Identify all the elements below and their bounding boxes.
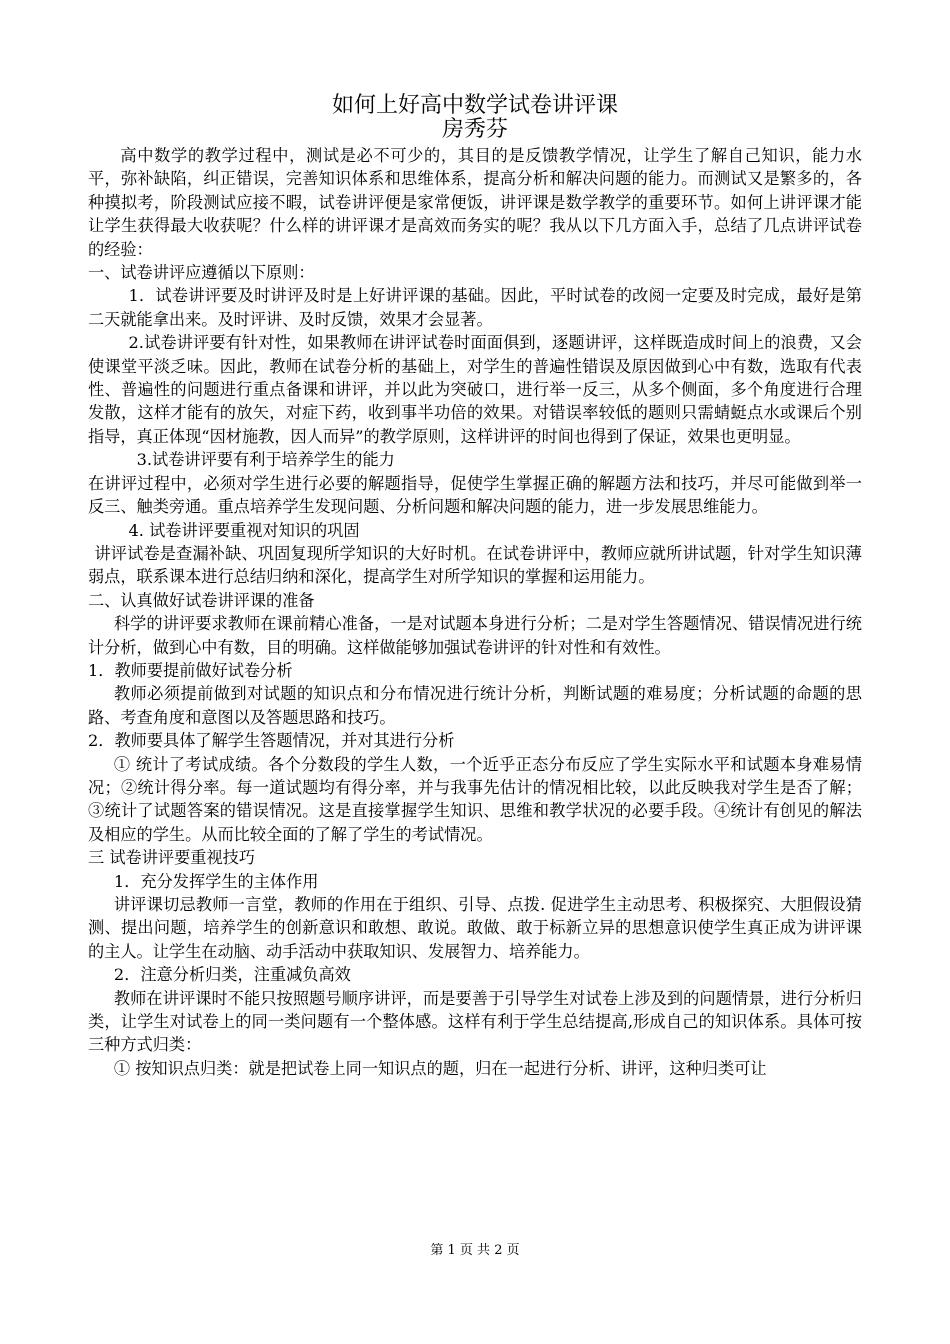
paragraph-preparation: 科学的讲评要求教师在课前精心准备，一是对试题本身进行分析；二是对学生答题情况、错误情况进行统计分析，做到心中有数，目的明确。这样做能够加强试卷讲评的针对性和有效性。 — [88, 614, 862, 657]
paragraph-technique-2-item-1: ① 按知识点归类：就是把试卷上同一知识点的题，归在一起进行分析、讲评，这种归类可让 — [113, 1058, 767, 1078]
subheading-principle-4: 4. 试卷讲评要重视对知识的巩固 — [128, 520, 360, 540]
paragraph-intro: 高中数学的教学过程中，测试是必不可少的，其目的是反馈教学情况，让学生了解自己知识，能力水平，弥补缺陷，纠正错误，完善知识体系和思维体系，提高分析和解决问题的能力。而测试又是繁多的，各种摸拟考，阶段测试应接不暇，试卷讲评便是家常便饭，讲评课是数学教学的重要环节。如何上讲评课才能让学生获得最大收获呢？什么样的讲评课才是高效而务实的呢？我从以下几方面入手，总结了几点讲评试卷的经验： — [88, 146, 862, 259]
subheading-technique-2: 2．注意分析归类，注重减负高效 — [113, 965, 351, 985]
subheading-preparation-2: 2．教师要具体了解学生答题情况，并对其进行分析 — [88, 731, 455, 751]
subheading-principle-3: 3.试卷讲评要有利于培养学生的能力 — [136, 450, 395, 470]
paragraph-principle-1: 1．试卷讲评要及时讲评及时是上好讲评课的基础。因此，平时试卷的改阅一定要及时完成，最好是第二天就能拿出来。及时评讲、及时反馈，效果才会显著。 — [88, 286, 862, 329]
section-heading-3: 三 试卷讲评要重视技巧 — [88, 848, 256, 868]
document-title: 如何上好高中数学试卷讲评课 — [331, 93, 618, 118]
paragraph-principle-2: 2.试卷讲评要有针对性，如果教师在讲评试卷时面面俱到，逐题讲评，这样既造成时间上的浪费，又会使课堂平淡乏味。因此，教师在试卷分析的基础上，对学生的普遍性错误及原因做到心中有数，选取有代表性、普遍性的问题进行重点备课和讲评，并以此为突破口，进行举一反三，从多个侧面，多个角度进行合理发散，这样才能有的放矢，对症下药，收到事半功倍的效果。对错误率较低的题则只需蜻蜓点水或课后个别指导，真正体现“因材施教，因人而异”的教学原则，这样讲评的时间也得到了保证，效果也更明显。 — [88, 333, 862, 446]
section-heading-2: 二、认真做好试卷讲评课的准备 — [88, 590, 315, 610]
document-page — [88, 94, 862, 1080]
page-footer: 第 1 页 共 2 页 — [430, 1243, 520, 1258]
paragraph-technique-2: 教师在讲评课时不能只按照题号顺序讲评，而是要善于引导学生对试卷上涉及到的问题情景，进行分析归类，让学生对试卷上的同一类问题有一个整体感。这样有利于学生总结提高,形成自己的知识体系。具体可按三种方式归类： — [88, 988, 862, 1055]
paragraph-principle-4: 讲评试卷是查漏补缺、巩固复现所学知识的大好时机。在试卷讲评中，教师应就所讲试题，针对学生知识薄弱点，联系课本进行总结归纳和深化，提高学生对所学知识的掌握和运用能力。 — [88, 543, 862, 587]
subheading-preparation-1: 1．教师要提前做好试卷分析 — [88, 660, 293, 680]
document-author: 房秀芬 — [441, 117, 508, 142]
paragraph-preparation-1: 教师必须提前做到对试题的知识点和分布情况进行统计分析，判断试题的难易度；分析试题的命题的思路、考查角度和意图以及答题思路和技巧。 — [88, 684, 862, 727]
paragraph-technique-1: 讲评课切忌教师一言堂，教师的作用在于组织、引导、点拨. 促进学生主动思考、积极探究、大胆假设猜测、提出问题，培养学生的创新意识和敢想、敢说。敢做、敢于标新立异的思想意识使学生真正成为讲评课的主人。让学生在动脑、动手活动中获取知识、发展智力、培养能力。 — [88, 895, 862, 961]
section-heading-1: 一、试卷讲评应遵循以下原则： — [88, 263, 315, 283]
paragraph-principle-3: 在讲评过程中，必须对学生进行必要的解题指导，促使学生掌握正确的解题方法和技巧，并尽可能做到举一反三、触类旁通。重点培养学生发现问题、分析问题和解决问题的能力，进一步发展思维能力。 — [88, 473, 862, 517]
paragraph-preparation-2: ① 统计了考试成绩。各个分数段的学生人数，一个近乎正态分布反应了学生实际水平和试题本身难易情况；②统计得分率。每一道试题均有得分率，并与我事先估计的情况相比较，以此反映我对学生是否了解；③统计了试题答案的错误情况。这是直接掌握学生知识、思维和教学状况的必要手段。④统计有创见的解法及相应的学生。从而比较全面的了解了学生的考试情况。 — [88, 754, 862, 844]
subheading-technique-1: 1．充分发挥学生的主体作用 — [113, 871, 319, 891]
